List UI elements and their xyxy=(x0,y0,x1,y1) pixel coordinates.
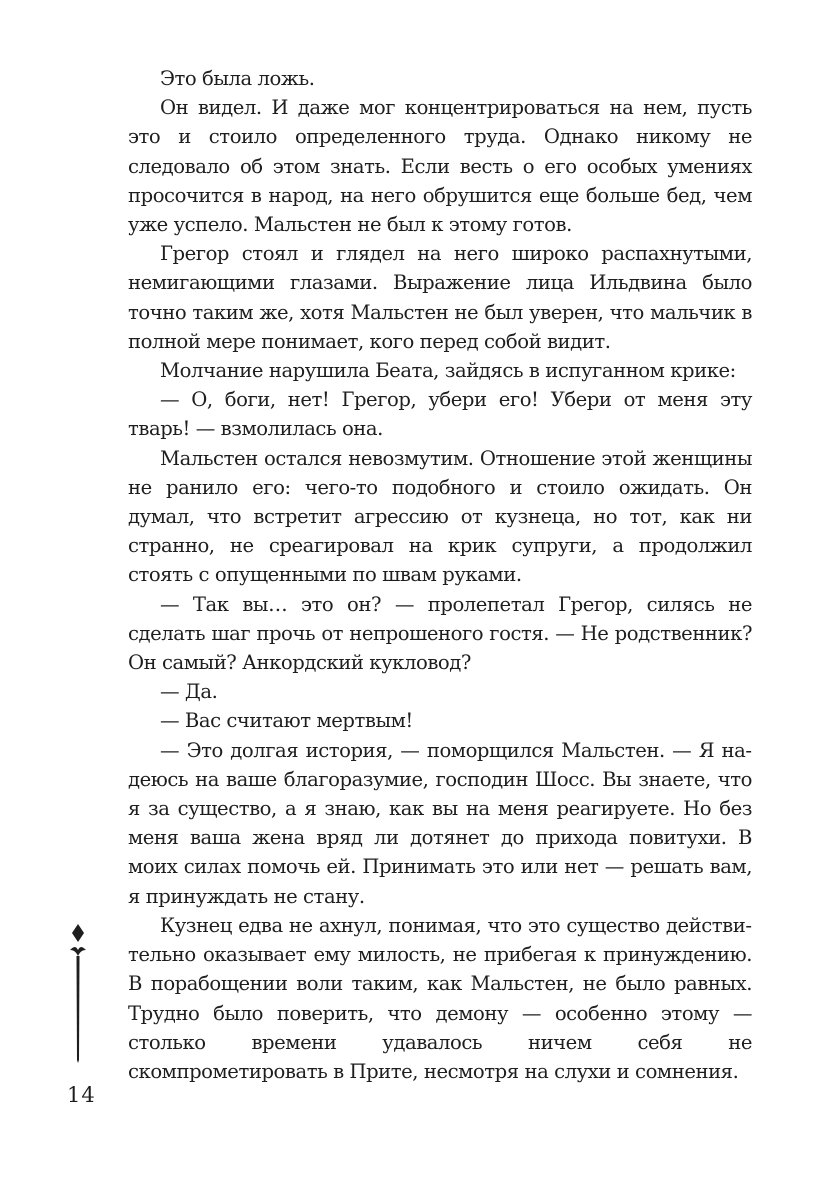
paragraph: Молчание нарушила Беата, зайдясь в испуганном крике: xyxy=(160,359,736,383)
dialogue-line: — Это долгая история, — поморщился Мальстен. — Я надеюсь на ваше благоразумие, господин Шосс. Вы знаете, что я за существо, а я знаю, как вы на меня реагируете. Но без меня ваша жена вряд ли дотянет до прихода повитухи. В моих силах помочь ей. Принимать это или нет — решать вам, я принуждать не стану. xyxy=(128,738,752,908)
diamond-finial-rule-icon xyxy=(64,924,92,1064)
paragraph: Мальстен остался невозмутим. Отношение этой женщины не ранило его: чего-то подобного и стоило ожидать. Он думал, что встретит агрессию от кузнеца, но тот, как ни странно, не среагировал на крик супруги, а продолжил стоять с опущенными по швам руками. xyxy=(128,446,752,587)
dialogue-line: — Вас считают мертвым! xyxy=(160,709,413,733)
body-text xyxy=(128,64,752,1086)
dialogue-line: — Так вы… это он? — пролепетал Грегор, силясь не сделать шаг прочь от непрошеного гостя. — Не родственник? Он самый? Анкордский кукловод? xyxy=(128,592,752,675)
dialogue-line: — О, боги, нет! Грегор, убери его! Убери от меня эту тварь! — взмолилась она. xyxy=(128,388,752,441)
paragraph: Он видел. И даже мог концентрироваться на нем, пусть это и стоило определенного труда. Однако никому не следовало об этом знать. Если весть о его особых умениях просочится в народ, на него обрушится еще больше бед, чем уже успело. Мальстен не был к этому готов. xyxy=(128,96,752,237)
paragraph: Это была ложь. xyxy=(160,67,315,90)
paragraph: Кузнец едва не ахнул, понимая, что это существо действительно оказывает ему милость, не прибегая к принуждению. В порабощении воли таким, как Мальстен, не было равных. Трудно было поверить, что демону — особенно этому — столько времени удавалось ничем себя не скомпрометировать в Прите, несмотря на слухи и сомнения. xyxy=(128,913,752,1083)
page-number: 14 xyxy=(67,1083,96,1107)
paragraph: Грегор стоял и глядел на него широко распахнутыми, немигающими глазами. Выражение лица Ильдвина было точно таким же, хотя Мальстен не был уверен, что мальчик в полной мере понимает, кого перед собой видит. xyxy=(128,242,752,353)
dialogue-line: — Да. xyxy=(160,680,218,704)
